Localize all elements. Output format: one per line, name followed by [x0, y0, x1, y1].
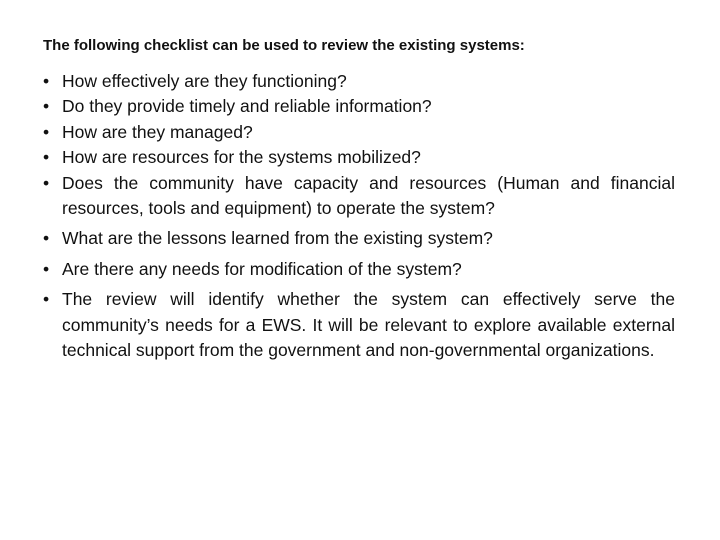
bullet-icon: • — [43, 147, 50, 168]
list-item-text: Are there any needs for modification of the system? — [62, 258, 462, 279]
bullet-icon: • — [43, 96, 50, 117]
list-item — [43, 145, 675, 170]
list-item-text: What are the lessons learned from the existing system? — [62, 228, 493, 249]
list-item — [43, 120, 675, 145]
bullet-icon: • — [43, 289, 50, 310]
list-item-text: How are they managed? — [62, 121, 253, 142]
list-item-text: The review will identify whether the system can effectively serve the community’s needs for a EWS. It will be relevant to explore available external technical support from the government and non-governmental organizations. — [62, 289, 675, 361]
bullet-icon: • — [43, 71, 50, 91]
bullet-icon: • — [43, 172, 50, 193]
bullet-icon: • — [43, 228, 50, 249]
list-item-text: Does the community have capacity and resources (Human and financial resources, tools and equipment) to operate the system? — [62, 172, 675, 219]
list-item-text: Do they provide timely and reliable information? — [62, 96, 432, 117]
list-item-text: How effectively are they functioning? — [62, 71, 347, 91]
bullet-icon: • — [43, 121, 50, 142]
list-item — [43, 171, 675, 222]
review-checklist — [43, 69, 675, 363]
list-item — [43, 94, 675, 119]
list-item — [43, 226, 675, 251]
bullet-icon: • — [43, 258, 50, 279]
checklist-heading: The following checklist can be used to review the existing systems: — [43, 37, 525, 54]
list-item — [43, 257, 675, 282]
list-item-text: How are resources for the systems mobilized? — [62, 147, 421, 168]
list-item — [43, 287, 675, 363]
list-item — [43, 69, 675, 94]
